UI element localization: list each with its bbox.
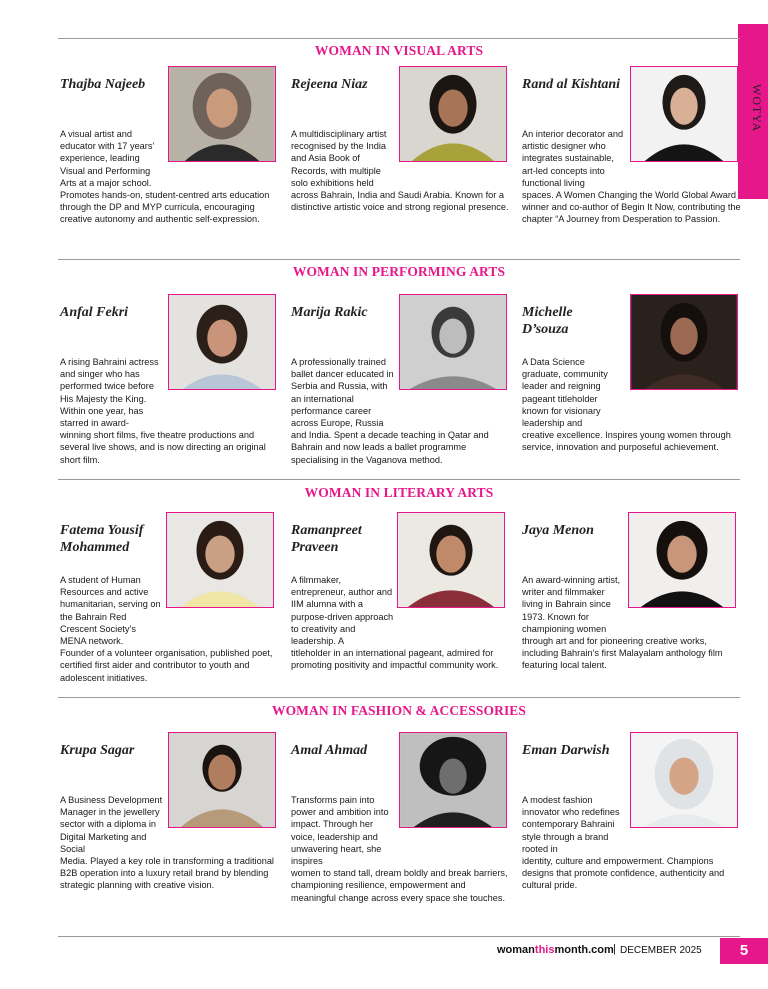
profile-bio-more: through art and for pioneering creative works, including Bahrain’s first Malayalam anthology film featuring local talent. xyxy=(522,636,723,671)
profile-card xyxy=(60,66,280,256)
profile-bio-more: creative excellence. Inspires young women through service, innovation and purposeful achievement. xyxy=(522,430,731,453)
profile-bio-intro: A filmmaker, entrepreneur, author and IIM alumna with a purpose-driven approach to creativity and leadership. A xyxy=(291,575,394,647)
site-part: month.com xyxy=(554,944,614,956)
profile-name: Rand al Kishtani xyxy=(522,77,621,92)
profile-bio-intro: A Business Development Manager in the jewellery sector with a diploma in Digital Marketing and Social xyxy=(60,795,163,854)
profile-name: Eman Darwish xyxy=(522,743,610,758)
profile-bio-intro: A multidisciplinary artist recognised by the India and Asia Book of Records, with multiple solo exhibitions held xyxy=(291,129,387,188)
profile-name: Fatema Yousif Mohammed xyxy=(60,523,144,555)
profile-card xyxy=(291,294,511,474)
section-rule xyxy=(58,697,740,698)
section-title-literary-arts: WOMAN IN LITERARY ARTS xyxy=(304,485,494,500)
profile-bio-intro: A visual artist and educator with 17 years’ experience, leading Visual and Performing Arts at a major school. xyxy=(60,129,155,188)
site-part: woman xyxy=(497,944,535,956)
profile-card xyxy=(291,512,511,692)
profile-bio-more: Founder of a volunteer organisation, published poet, certified first aider and contributor to youth and adolescent initiatives. xyxy=(60,648,273,683)
profile-bio-more: Media. Played a key role in transforming a traditional B2B operation into a luxury retail brand by blending strategic planning with creative vision. xyxy=(60,856,274,891)
profile-name: Rejeena Niaz xyxy=(291,77,368,92)
profile-name: Krupa Sagar xyxy=(60,743,135,758)
profile-name: Amal Ahmad xyxy=(291,743,368,758)
profile-bio-intro: An award-winning artist, writer and filmmaker living in Bahrain since 1973. Known for championing women xyxy=(522,575,621,634)
profile-card xyxy=(60,732,280,922)
profile-bio-more: winning short films, five theatre productions and several live shows, and is now directing an original short film. xyxy=(60,430,266,465)
profile-card xyxy=(60,294,280,474)
side-tab-label: WOTYA xyxy=(750,84,764,133)
profile-bio-more: identity, culture and empowerment. Champions designs that promote confidence, authenticity and cultural pride. xyxy=(522,856,725,891)
profile-bio-more: Promotes hands-on, student-centred arts education through the DP and MYP curricula, encouraging creative autonomy and authentic self-expression. xyxy=(60,190,270,225)
profile-bio-more: spaces. A Women Changing the World Global Award winner and co-author of Begin It Now, contributing the chapter “A Journey from Desperation to Passion. xyxy=(522,190,741,225)
footer-date: DECEMBER 2025 xyxy=(620,945,702,956)
profile-card xyxy=(522,294,742,474)
profile-card xyxy=(60,512,280,692)
profile-name: Jaya Menon xyxy=(522,523,594,538)
footer-rule xyxy=(58,936,740,937)
profile-card xyxy=(522,66,742,256)
profile-bio-more: across Bahrain, India and Saudi Arabia. Known for a distinctive artistic voice and strong regional presence. xyxy=(291,190,509,213)
section-title-performing-arts: WOMAN IN PERFORMING ARTS xyxy=(292,264,506,279)
footer-separator: | xyxy=(613,943,616,955)
profile-bio-intro: A student of Human Resources and active humanitarian, serving on the Bahrain Red Crescent Society’s MENA network. xyxy=(60,575,161,647)
profile-name: Michelle D’souza xyxy=(522,305,573,337)
section-rule xyxy=(58,259,740,260)
profile-name: Ramanpreet Praveen xyxy=(291,523,362,555)
profile-card xyxy=(291,66,511,256)
profile-bio-intro: A professionally trained ballet dancer educated in Serbia and Russia, with an international performance career across Europe, Russia xyxy=(291,357,394,429)
section-title-fashion: WOMAN IN FASHION & ACCESSORIES xyxy=(271,703,527,718)
section-title-visual-arts: WOMAN IN VISUAL ARTS xyxy=(314,43,484,58)
footer-site-link[interactable] xyxy=(497,944,614,956)
profile-bio-intro: Transforms pain into power and ambition into impact. Through her voice, leadership and unwavering heart, she inspires xyxy=(291,795,389,867)
page-number: 5 xyxy=(720,938,768,964)
profile-card xyxy=(522,732,742,922)
section-rule xyxy=(58,38,740,39)
profile-name: Marija Rakic xyxy=(291,305,368,320)
profile-bio-intro: A Data Science graduate, community leader and reigning pageant titleholder known for visionary leadership and xyxy=(522,357,608,429)
profile-bio-more: titleholder in an international pageant, admired for promoting positivity and impactful community work. xyxy=(291,648,499,671)
profile-name: Anfal Fekri xyxy=(60,305,129,320)
profile-bio-intro: A modest fashion innovator who redefines contemporary Bahraini style through a brand rooted in xyxy=(522,795,620,854)
site-part-accent: this xyxy=(534,944,555,956)
profile-bio-more: women to stand tall, dream boldly and break barriers, championing resilience, empowerment and meaningful change across every space she touches. xyxy=(291,868,508,903)
profile-name: Thajba Najeeb xyxy=(60,77,146,92)
profile-bio-more: and India. Spent a decade teaching in Qatar and Bahrain and now leads a ballet programme specialising in the Vaganova method. xyxy=(291,430,489,465)
profile-bio-intro: A rising Bahraini actress and singer who has performed twice before His Majesty the King. Within one year, has starred in award- xyxy=(60,357,159,429)
profile-card xyxy=(522,512,742,692)
section-rule xyxy=(58,479,740,480)
profile-bio-intro: An interior decorator and artistic designer who integrates sustainable, art-led concepts into functional living xyxy=(522,129,624,188)
profile-card xyxy=(291,732,511,922)
